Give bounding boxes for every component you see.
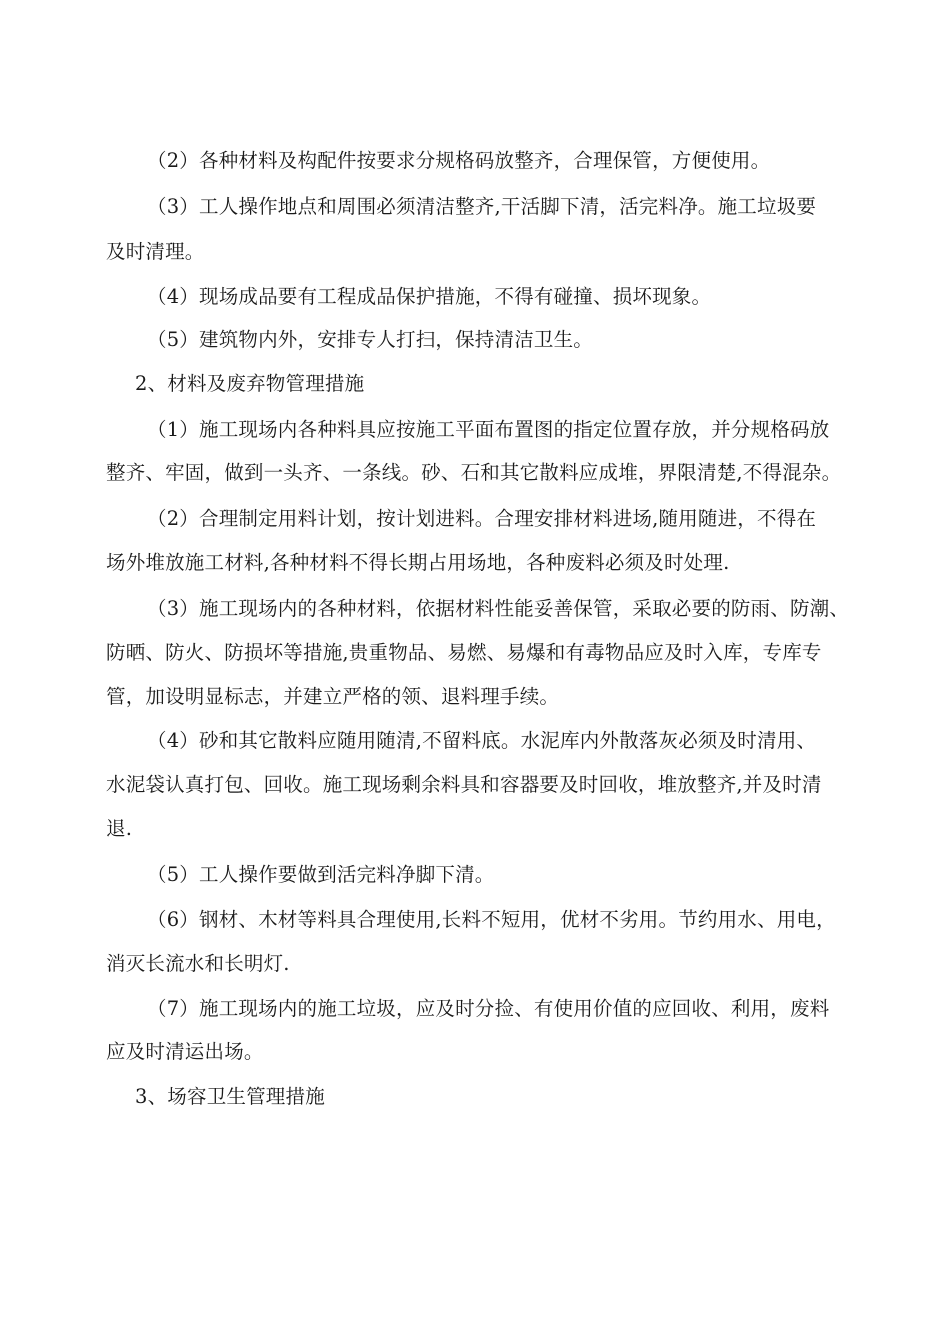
paragraph-line: （6）钢材、木材等料具合理使用,长料不短用，优材不劣用。节约用水、用电， xyxy=(147,908,836,931)
paragraph-line: 水泥袋认真打包、回收。施工现场剩余料具和容器要及时回收，堆放整齐,并及时清 xyxy=(106,773,822,796)
paragraph-line: （5）建筑物内外，安排专人打扫，保持清洁卫生。 xyxy=(147,328,594,351)
paragraph-line: 场外堆放施工材料,各种材料不得长期占用场地，各种废料必须及时处理. xyxy=(106,551,730,574)
paragraph-line: 防晒、防火、防损坏等措施,贵重物品、易燃、易爆和有毒物品应及时入库，专库专 xyxy=(106,641,822,664)
paragraph-line: （3）工人操作地点和周围必须清洁整齐,干活脚下清，活完料净。施工垃圾要 xyxy=(147,195,817,218)
paragraph-line: 及时清理。 xyxy=(106,240,205,263)
section-heading: 2、材料及废弃物管理措施 xyxy=(135,372,365,395)
paragraph-line: 管，加设明显标志，并建立严格的领、退料理手续。 xyxy=(106,685,560,708)
paragraph-line: 整齐、牢固，做到一头齐、一条线。砂、石和其它散料应成堆，界限清楚,不得混杂。 xyxy=(106,461,842,484)
paragraph-line: （4）现场成品要有工程成品保护措施，不得有碰撞、损坏现象。 xyxy=(147,285,712,308)
paragraph-line: （7）施工现场内的施工垃圾，应及时分捡、有使用价值的应回收、利用，废料 xyxy=(147,997,830,1020)
paragraph-line: 消灭长流水和长明灯. xyxy=(106,952,290,975)
paragraph-line: （1）施工现场内各种料具应按施工平面布置图的指定位置存放，并分规格码放 xyxy=(147,418,830,441)
paragraph-line: （2）各种材料及构配件按要求分规格码放整齐，合理保管，方便使用。 xyxy=(147,149,771,172)
paragraph-line: （5）工人操作要做到活完料净脚下清。 xyxy=(147,863,495,886)
section-heading: 3、场容卫生管理措施 xyxy=(135,1085,325,1108)
paragraph-line: （3）施工现场内的各种材料，依据材料性能妥善保管，采取必要的防雨、防潮、 xyxy=(147,597,850,620)
paragraph-line: （2）合理制定用料计划，按计划进料。合理安排材料进场,随用随进，不得在 xyxy=(147,507,817,530)
paragraph-line: 应及时清运出场。 xyxy=(106,1040,264,1063)
paragraph-line: 退. xyxy=(106,817,133,840)
paragraph-line: （4）砂和其它散料应随用随清,不留料底。水泥库内外散落灰必须及时清用、 xyxy=(147,729,817,752)
